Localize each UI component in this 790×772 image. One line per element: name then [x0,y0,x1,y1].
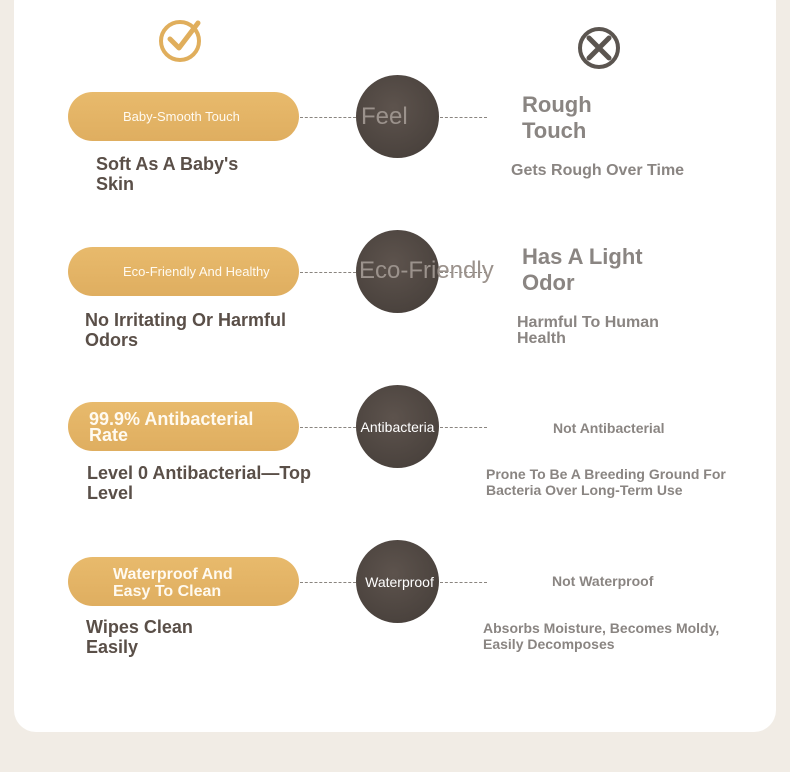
drawback-title: Not Antibacterial [553,420,665,436]
benefit-text: Wipes Clean Easily [86,617,193,657]
pill-label: Baby-Smooth Touch [123,109,240,124]
circle-label: Feel [361,102,408,130]
pill-label: Waterproof And Easy To Clean [113,566,233,600]
benefit-text: Level 0 Antibacterial—Top Level [87,463,312,503]
dashed-connector [300,427,356,428]
drawback-title: Has A Light Odor [522,244,643,295]
feature-pill-eco [68,247,299,296]
x-circle-icon [576,25,622,71]
benefit-text: No Irritating Or Harmful Odors [85,310,287,350]
dashed-connector [440,582,487,583]
dashed-connector [300,117,356,118]
drawback-title: Rough Touch [522,92,592,143]
drawback-text: Absorbs Moisture, Becomes Moldy, Easily Decomposes [483,620,720,652]
circle-label: Eco-Friendly [359,257,494,284]
circle-label: Antibacteria [360,418,435,435]
dashed-connector [300,272,356,273]
category-circle-feel [356,75,439,158]
category-circle-antibacterial [356,385,439,468]
category-circle-waterproof [356,540,439,623]
drawback-title: Not Waterproof [552,573,654,589]
feature-pill-feel [68,92,299,141]
pill-label: Eco-Friendly And Healthy [123,264,270,279]
dashed-connector [440,117,487,118]
drawback-text: Harmful To Human Health [517,314,659,347]
drawback-text: Prone To Be A Breeding Ground For Bacteria Over Long-Term Use [486,466,726,498]
benefit-text: Soft As A Baby's Skin [96,154,239,194]
dashed-connector [440,427,487,428]
dashed-connector [300,582,356,583]
pill-label: 99.9% Antibacterial Rate [89,409,254,445]
feature-pill-antibacterial [68,402,299,451]
circle-label: Waterproof [365,573,434,590]
drawback-text: Gets Rough Over Time [511,162,685,179]
feature-pill-waterproof [68,557,299,606]
check-circle-icon [158,17,204,63]
